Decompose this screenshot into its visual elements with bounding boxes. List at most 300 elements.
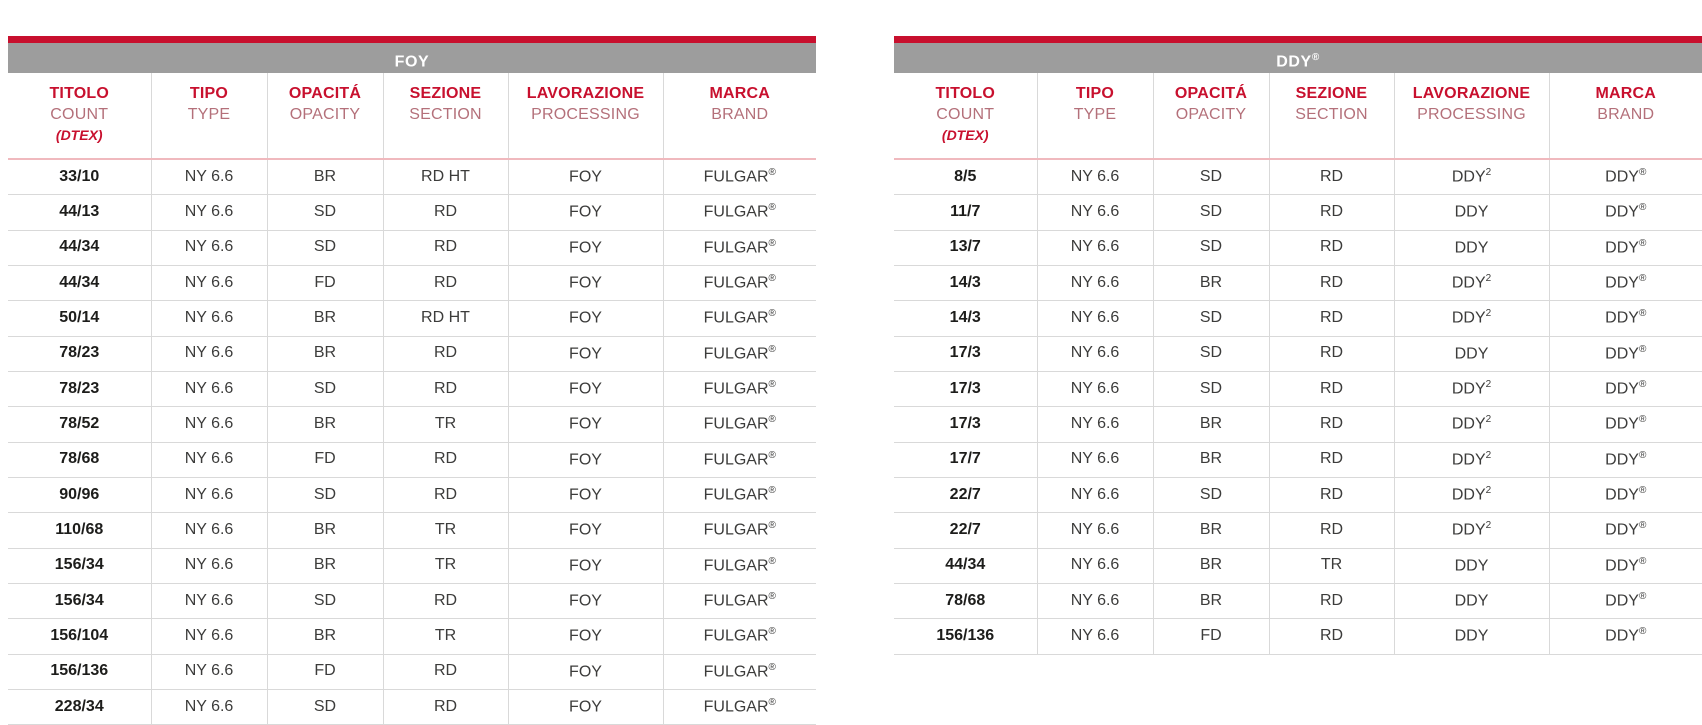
cell-brand-sup: ® (1638, 308, 1647, 320)
cell-count: 17/7 (894, 442, 1037, 477)
col-header-section-it: SEZIONE (409, 85, 482, 102)
cell-count: 156/136 (8, 654, 151, 689)
cell-processing-sup: 2 (1485, 449, 1492, 461)
cell-section: RD (383, 442, 508, 477)
table-row (894, 336, 1702, 371)
cell-type: NY 6.6 (1037, 301, 1153, 336)
cell-section: TR (383, 548, 508, 583)
cell-brand-text: FULGAR (703, 168, 769, 186)
col-header-processing (1394, 73, 1549, 159)
cell-count: 78/68 (894, 583, 1037, 618)
cell-count: 78/23 (8, 336, 151, 371)
cell-brand-sup: ® (1638, 626, 1647, 638)
cell-brand-text: FULGAR (703, 380, 769, 398)
cell-processing-text: DDY (1451, 521, 1486, 539)
cell-count: 17/3 (894, 336, 1037, 371)
cell-brand-sup: ® (768, 590, 776, 602)
cell-count: 22/7 (894, 513, 1037, 548)
cell-processing (1394, 619, 1549, 654)
cell-brand-text: DDY (1605, 274, 1639, 292)
cell-processing-text: FOY (569, 521, 602, 539)
cell-count: 50/14 (8, 301, 151, 336)
cell-brand (1549, 442, 1702, 477)
cell-type: NY 6.6 (1037, 336, 1153, 371)
cell-count: 14/3 (894, 265, 1037, 300)
cell-type: NY 6.6 (151, 230, 267, 265)
table-block-foy (8, 36, 816, 725)
cell-section: RD (1269, 230, 1394, 265)
col-header-count-note: (DTEX) (55, 127, 103, 143)
cell-brand (663, 336, 816, 371)
cell-processing-text: DDY (1451, 450, 1486, 468)
table-row (894, 301, 1702, 336)
cell-type: NY 6.6 (151, 619, 267, 654)
cell-brand-sup: ® (1638, 167, 1647, 178)
cell-brand-sup: ® (1638, 202, 1647, 214)
table-row (8, 548, 816, 583)
cell-brand-text: FULGAR (703, 238, 769, 256)
cell-section: RD (1269, 583, 1394, 618)
cell-processing-sup: 2 (1485, 378, 1492, 390)
cell-processing-text: FOY (569, 415, 602, 433)
cell-brand (1549, 195, 1702, 230)
cell-count: 17/3 (894, 407, 1037, 442)
col-header-opacity (1153, 73, 1269, 159)
cell-count: 156/104 (8, 619, 151, 654)
cell-opacity: BR (267, 407, 383, 442)
cell-type: NY 6.6 (151, 477, 267, 512)
col-header-opacity-en: OPACITY (1175, 106, 1247, 123)
cell-type: NY 6.6 (151, 195, 267, 230)
cell-section: RD (1269, 336, 1394, 371)
cell-section: RD (383, 689, 508, 724)
header-row-foy (8, 73, 816, 159)
cell-processing-text: FOY (569, 380, 602, 398)
cell-section: RD (383, 371, 508, 406)
cell-section: RD HT (383, 301, 508, 336)
cell-count: 156/136 (894, 619, 1037, 654)
cell-brand-sup: ® (768, 696, 776, 708)
cell-brand-sup: ® (768, 555, 776, 567)
cell-brand (663, 265, 816, 300)
cell-section: RD (383, 265, 508, 300)
col-header-type (1037, 73, 1153, 159)
cell-brand-text: FULGAR (703, 344, 769, 362)
cell-brand-text: FULGAR (703, 521, 769, 539)
cell-count: 33/10 (8, 159, 151, 195)
cell-processing (508, 583, 663, 618)
cell-processing (508, 654, 663, 689)
cell-brand (1549, 301, 1702, 336)
table-row (8, 230, 816, 265)
cell-type: NY 6.6 (1037, 477, 1153, 512)
cell-section: RD (383, 583, 508, 618)
cell-brand-text: FULGAR (703, 309, 769, 327)
cell-type: NY 6.6 (151, 159, 267, 195)
cell-brand-text: DDY (1605, 344, 1639, 362)
cell-type: NY 6.6 (151, 407, 267, 442)
cell-section: RD (383, 654, 508, 689)
cell-brand (663, 548, 816, 583)
table-row (894, 265, 1702, 300)
cell-brand (1549, 265, 1702, 300)
cell-brand-sup: ® (1638, 414, 1647, 426)
cell-brand-sup: ® (768, 484, 776, 496)
cell-count: 156/34 (8, 583, 151, 618)
cell-brand-text: DDY (1605, 415, 1639, 433)
cell-brand-text: DDY (1605, 168, 1639, 186)
cell-type: NY 6.6 (151, 548, 267, 583)
cell-brand (1549, 477, 1702, 512)
cell-processing (508, 619, 663, 654)
table-row (8, 442, 816, 477)
cell-processing-text: FOY (569, 203, 602, 221)
cell-type: NY 6.6 (151, 513, 267, 548)
cell-opacity: SD (1153, 477, 1269, 512)
col-header-type-it: TIPO (189, 85, 229, 102)
cell-brand-sup: ® (768, 237, 776, 249)
col-header-type-it: TIPO (1075, 85, 1115, 102)
cell-brand-text: FULGAR (703, 662, 769, 680)
cell-section: RD (1269, 477, 1394, 512)
cell-processing-text: DDY (1454, 556, 1489, 574)
table-row (8, 583, 816, 618)
col-header-brand (1549, 73, 1702, 159)
cell-processing-text: DDY (1454, 203, 1489, 221)
cell-brand-text: DDY (1605, 450, 1639, 468)
col-header-section-it: SEZIONE (1295, 85, 1368, 102)
cell-type: NY 6.6 (151, 336, 267, 371)
cell-brand-sup: ® (768, 661, 776, 673)
col-header-processing-it: LAVORAZIONE (526, 85, 645, 102)
cell-brand-text: FULGAR (703, 274, 769, 292)
cell-brand-text: FULGAR (703, 556, 769, 574)
cell-brand (663, 159, 816, 195)
cell-section: RD (1269, 513, 1394, 548)
cell-processing-text: FOY (569, 309, 602, 327)
cell-opacity: BR (1153, 407, 1269, 442)
cell-processing-text: DDY (1454, 627, 1489, 645)
table-row (894, 477, 1702, 512)
col-header-count-en: COUNT (936, 106, 995, 123)
cell-processing-sup: 2 (1485, 272, 1492, 284)
col-header-count-it: TITOLO (935, 85, 996, 102)
cell-brand-text: DDY (1605, 521, 1639, 539)
cell-type: NY 6.6 (1037, 159, 1153, 195)
cell-processing (1394, 336, 1549, 371)
cell-section: RD (383, 195, 508, 230)
cell-processing (1394, 407, 1549, 442)
cell-processing (1394, 548, 1549, 583)
table-title-text-ddy: DDY (1276, 53, 1312, 71)
cell-brand (663, 654, 816, 689)
table-title-sup-ddy: ® (1311, 52, 1320, 63)
cell-count: 8/5 (894, 159, 1037, 195)
cell-brand-sup: ® (768, 626, 776, 638)
cell-type: NY 6.6 (1037, 195, 1153, 230)
col-header-opacity-en: OPACITY (289, 106, 361, 123)
cell-type: NY 6.6 (1037, 265, 1153, 300)
cell-type: NY 6.6 (151, 301, 267, 336)
cell-brand (1549, 371, 1702, 406)
table-title-ddy (894, 43, 1702, 73)
cell-processing-text: FOY (569, 238, 602, 256)
cell-processing-sup: 2 (1485, 484, 1492, 496)
col-header-opacity-it: OPACITÁ (1174, 85, 1248, 102)
cell-processing (508, 371, 663, 406)
cell-brand (1549, 583, 1702, 618)
cell-section: RD HT (383, 159, 508, 195)
col-header-count-en: COUNT (50, 106, 109, 123)
cell-opacity: BR (267, 513, 383, 548)
cell-opacity: BR (1153, 265, 1269, 300)
cell-count: 44/34 (894, 548, 1037, 583)
cell-brand-sup: ® (1638, 520, 1647, 532)
cell-section: RD (1269, 407, 1394, 442)
cell-count: 228/34 (8, 689, 151, 724)
cell-type: NY 6.6 (151, 583, 267, 618)
table-row (894, 407, 1702, 442)
cell-processing (508, 513, 663, 548)
table-row (8, 159, 816, 195)
cell-type: NY 6.6 (1037, 371, 1153, 406)
col-header-brand (663, 73, 816, 159)
cell-section: RD (383, 336, 508, 371)
cell-count: 78/23 (8, 371, 151, 406)
cell-section: RD (1269, 442, 1394, 477)
cell-brand-sup: ® (768, 343, 776, 355)
cell-type: NY 6.6 (151, 689, 267, 724)
table-row (894, 159, 1702, 195)
cell-type: NY 6.6 (1037, 407, 1153, 442)
cell-brand-sup: ® (768, 414, 776, 426)
col-header-processing (508, 73, 663, 159)
cell-count: 78/52 (8, 407, 151, 442)
cell-brand (663, 301, 816, 336)
cell-brand-text: DDY (1605, 486, 1639, 504)
cell-processing (1394, 195, 1549, 230)
table-row (894, 442, 1702, 477)
cell-opacity: SD (267, 477, 383, 512)
cell-brand-sup: ® (768, 308, 776, 320)
cell-processing-text: FOY (569, 274, 602, 292)
table-title-foy (8, 43, 816, 73)
yarn-table-foy (8, 73, 816, 725)
cell-processing-sup: 2 (1485, 520, 1492, 532)
table-row (8, 654, 816, 689)
cell-count: 156/34 (8, 548, 151, 583)
col-header-brand-it: MARCA (709, 85, 771, 102)
cell-processing-text: DDY (1451, 274, 1486, 292)
table-head-ddy (894, 73, 1702, 159)
cell-count: 90/96 (8, 477, 151, 512)
cell-brand (663, 477, 816, 512)
cell-type: NY 6.6 (151, 371, 267, 406)
cell-section: RD (1269, 265, 1394, 300)
cell-brand-sup: ® (768, 167, 776, 178)
cell-brand-text: FULGAR (703, 486, 769, 504)
table-title-text-foy: FOY (394, 53, 430, 71)
col-header-opacity-it: OPACITÁ (288, 85, 362, 102)
cell-type: NY 6.6 (1037, 583, 1153, 618)
cell-processing-text: DDY (1451, 309, 1486, 327)
table-row (8, 301, 816, 336)
cell-opacity: SD (267, 371, 383, 406)
cell-processing-text: FOY (569, 450, 602, 468)
cell-section: TR (383, 513, 508, 548)
col-header-section (383, 73, 508, 159)
col-header-section-en: SECTION (1295, 106, 1368, 123)
cell-processing (508, 301, 663, 336)
cell-processing (508, 689, 663, 724)
cell-brand-text: FULGAR (703, 698, 769, 716)
cell-opacity: SD (267, 689, 383, 724)
cell-opacity: SD (1153, 230, 1269, 265)
cell-processing-sup: 2 (1485, 308, 1492, 320)
cell-brand-text: FULGAR (703, 592, 769, 610)
cell-processing-text: DDY (1454, 238, 1489, 256)
table-row (894, 513, 1702, 548)
cell-processing-text: FOY (569, 698, 602, 716)
cell-brand-text: DDY (1605, 627, 1639, 645)
table-row (8, 371, 816, 406)
cell-section: TR (1269, 548, 1394, 583)
cell-section: RD (1269, 159, 1394, 195)
col-header-processing-en: PROCESSING (531, 106, 640, 123)
cell-brand-text: FULGAR (703, 450, 769, 468)
cell-processing (1394, 371, 1549, 406)
cell-brand-text: FULGAR (703, 203, 769, 221)
cell-brand-sup: ® (768, 520, 776, 532)
cell-processing-text: DDY (1451, 486, 1486, 504)
cell-type: NY 6.6 (1037, 513, 1153, 548)
table-block-ddy (894, 36, 1702, 655)
cell-processing (1394, 583, 1549, 618)
cell-brand-sup: ® (768, 202, 776, 214)
cell-processing (1394, 265, 1549, 300)
cell-processing-text: FOY (569, 168, 602, 186)
cell-type: NY 6.6 (151, 265, 267, 300)
cell-processing (508, 407, 663, 442)
cell-opacity: BR (1153, 442, 1269, 477)
cell-brand (1549, 548, 1702, 583)
col-header-count-note: (DTEX) (941, 127, 989, 143)
cell-brand (663, 371, 816, 406)
cell-count: 78/68 (8, 442, 151, 477)
cell-count: 44/34 (8, 265, 151, 300)
col-header-opacity (267, 73, 383, 159)
cell-brand-text: FULGAR (703, 627, 769, 645)
cell-brand-text: DDY (1605, 556, 1639, 574)
cell-brand (1549, 513, 1702, 548)
cell-brand-sup: ® (1638, 378, 1647, 390)
cell-brand-text: DDY (1605, 592, 1639, 610)
cell-count: 110/68 (8, 513, 151, 548)
table-row (894, 230, 1702, 265)
cell-brand-sup: ® (1638, 272, 1647, 284)
col-header-section-en: SECTION (409, 106, 482, 123)
cell-count: 22/7 (894, 477, 1037, 512)
table-row (8, 407, 816, 442)
accent-bar-ddy (894, 36, 1702, 43)
accent-bar-foy (8, 36, 816, 43)
cell-type: NY 6.6 (151, 654, 267, 689)
cell-processing (1394, 301, 1549, 336)
cell-processing (508, 159, 663, 195)
cell-brand (1549, 407, 1702, 442)
col-header-count-it: TITOLO (49, 85, 110, 102)
cell-brand (1549, 159, 1702, 195)
cell-brand-sup: ® (768, 378, 776, 390)
cell-opacity: SD (1153, 195, 1269, 230)
cell-processing-text: DDY (1451, 415, 1486, 433)
cell-processing-text: FOY (569, 662, 602, 680)
cell-opacity: FD (267, 265, 383, 300)
cell-opacity: BR (267, 336, 383, 371)
cell-brand-sup: ® (1638, 449, 1647, 461)
cell-section: TR (383, 407, 508, 442)
cell-brand (663, 583, 816, 618)
cell-opacity: BR (1153, 513, 1269, 548)
col-header-processing-en: PROCESSING (1417, 106, 1526, 123)
table-row (8, 477, 816, 512)
cell-section: TR (383, 619, 508, 654)
cell-processing (508, 230, 663, 265)
yarn-table-ddy (894, 73, 1702, 655)
cell-processing-text: DDY (1451, 380, 1486, 398)
cell-brand-sup: ® (1638, 237, 1647, 249)
cell-brand-text: DDY (1605, 380, 1639, 398)
cell-opacity: SD (1153, 336, 1269, 371)
cell-brand-text: DDY (1605, 238, 1639, 256)
col-header-type-en: TYPE (1073, 106, 1117, 123)
table-row (894, 619, 1702, 654)
cell-opacity: BR (267, 159, 383, 195)
cell-count: 44/13 (8, 195, 151, 230)
col-header-type (151, 73, 267, 159)
cell-processing (1394, 513, 1549, 548)
cell-processing (508, 336, 663, 371)
table-row (894, 371, 1702, 406)
col-header-brand-en: BRAND (711, 106, 769, 123)
col-header-brand-en: BRAND (1597, 106, 1655, 123)
cell-processing-text: FOY (569, 556, 602, 574)
cell-brand-sup: ® (768, 272, 776, 284)
cell-opacity: FD (267, 442, 383, 477)
cell-brand-sup: ® (1638, 484, 1647, 496)
cell-opacity: BR (267, 548, 383, 583)
cell-type: NY 6.6 (151, 442, 267, 477)
cell-brand-text: DDY (1605, 309, 1639, 327)
cell-section: RD (383, 230, 508, 265)
col-header-count (894, 73, 1037, 159)
cell-count: 13/7 (894, 230, 1037, 265)
cell-processing (1394, 159, 1549, 195)
cell-brand (1549, 336, 1702, 371)
cell-brand (663, 513, 816, 548)
cell-opacity: BR (267, 301, 383, 336)
col-header-processing-it: LAVORAZIONE (1412, 85, 1531, 102)
cell-brand-text: FULGAR (703, 415, 769, 433)
table-body-foy (8, 159, 816, 725)
cell-brand (663, 689, 816, 724)
cell-brand-sup: ® (768, 449, 776, 461)
table-head-foy (8, 73, 816, 159)
cell-processing-text: FOY (569, 627, 602, 645)
cell-processing (508, 195, 663, 230)
table-row (894, 583, 1702, 618)
table-row (8, 689, 816, 724)
